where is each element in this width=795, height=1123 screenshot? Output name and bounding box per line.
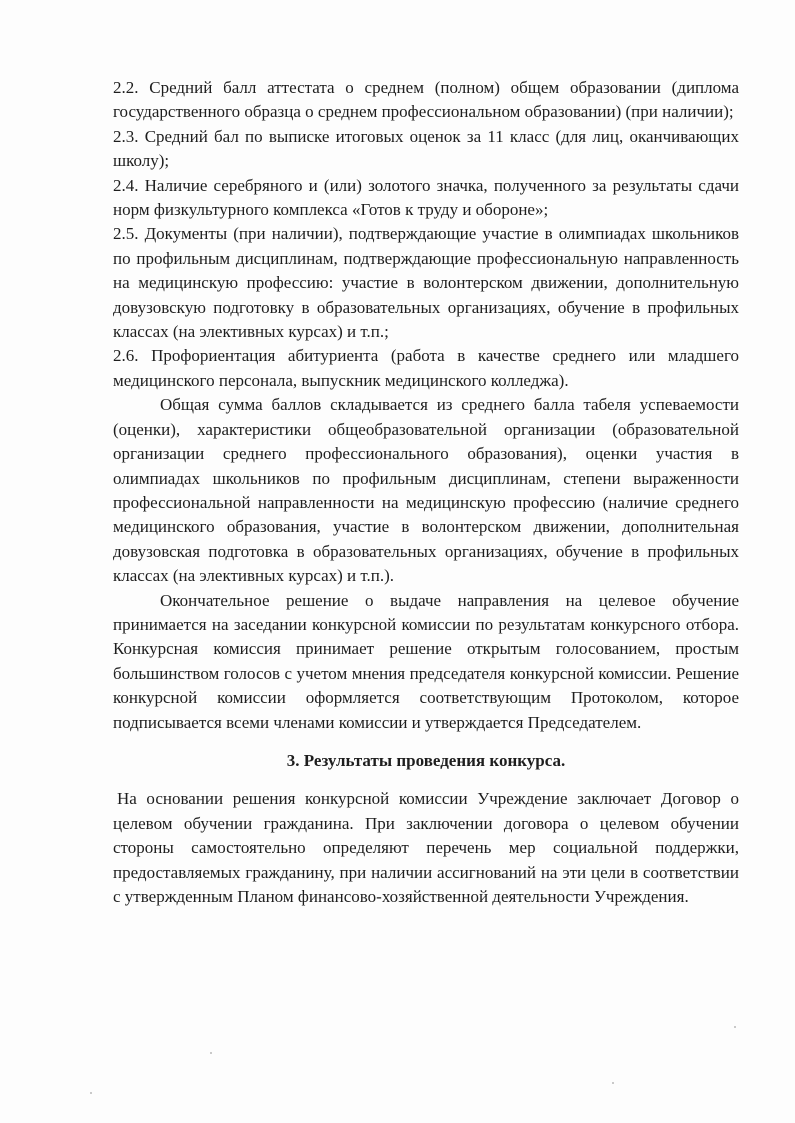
criterion-2-2: 2.2. Средний балл аттестата о среднем (полном) общем образовании (диплома государственного образца о среднем профессиональном образовании) (при наличии);	[113, 78, 739, 122]
section-heading: 3. Результаты проведения конкурса.	[286, 750, 566, 770]
criterion-2-6: 2.6. Профориентация абитуриента (работа в качестве среднего или младшего медицинского персонала, выпускник медицинского колледжа).	[113, 346, 739, 390]
scan-speck	[90, 1092, 92, 1094]
criterion-2-5: 2.5. Документы (при наличии), подтверждающие участие в олимпиадах школьников по профильным дисциплинам, подтверждающие профессиональную направленность на медицинскую профессию: участие в волонтерском движении, дополнительную довузовскую подготовку в образовательных организациях, обучение в профильных классах (на элективных курсах) и т.п.;	[113, 224, 739, 342]
criterion-2-4: 2.4. Наличие серебряного и (или) золотого значка, полученного за результаты сдачи норм физкультурного комплекса «Готов к труду и обороне»;	[113, 175, 739, 220]
paragraph-total-score: Общая сумма баллов складывается из среднего балла табеля успеваемости (оценки), характеристики общеобразовательной организации (образовательной организации среднего профессионального образования), оценки участия в олимпиадах школьников по профильным дисциплинам, степени выраженности профессиональной направленности на медицинскую профессию (наличие среднего медицинского образования, участие в волонтерском движении, дополнительная довузовская подготовка в образовательных организациях, обучение в профильных классах (на элективных курсах) и т.п.).	[113, 395, 739, 586]
criterion-2-3: 2.3. Средний бал по выписке итоговых оценок за 11 класс (для лиц, оканчивающих школу);	[113, 126, 739, 171]
scan-speck	[612, 1082, 614, 1084]
paragraph-final-decision: Окончательное решение о выдаче направления на целевое обучение принимается на заседании конкурсной комиссии по результатам конкурсного отбора. Конкурсная комиссия принимает решение открытым голосованием, простым большинством голосов с учетом мнения председателя конкурсной комиссии. Решение конкурсной комиссии оформляется соответствующим Протоколом, которое подписывается всеми членами комиссии и утверждается Председателем.	[113, 590, 739, 732]
document-body	[113, 76, 739, 909]
scan-speck	[210, 1052, 212, 1054]
paragraph-contest-results: На основании решения конкурсной комиссии Учреждение заключает Договор о целевом обучении гражданина. При заключении договора о целевом обучении стороны самостоятельно определяют перечень мер социальной поддержки, предоставляемых гражданину, при наличии ассигнований на эти цели в соответствии с утвержденным Планом финансово-хозяйственной деятельности Учреждения.	[113, 789, 739, 906]
scan-speck	[734, 1026, 736, 1028]
